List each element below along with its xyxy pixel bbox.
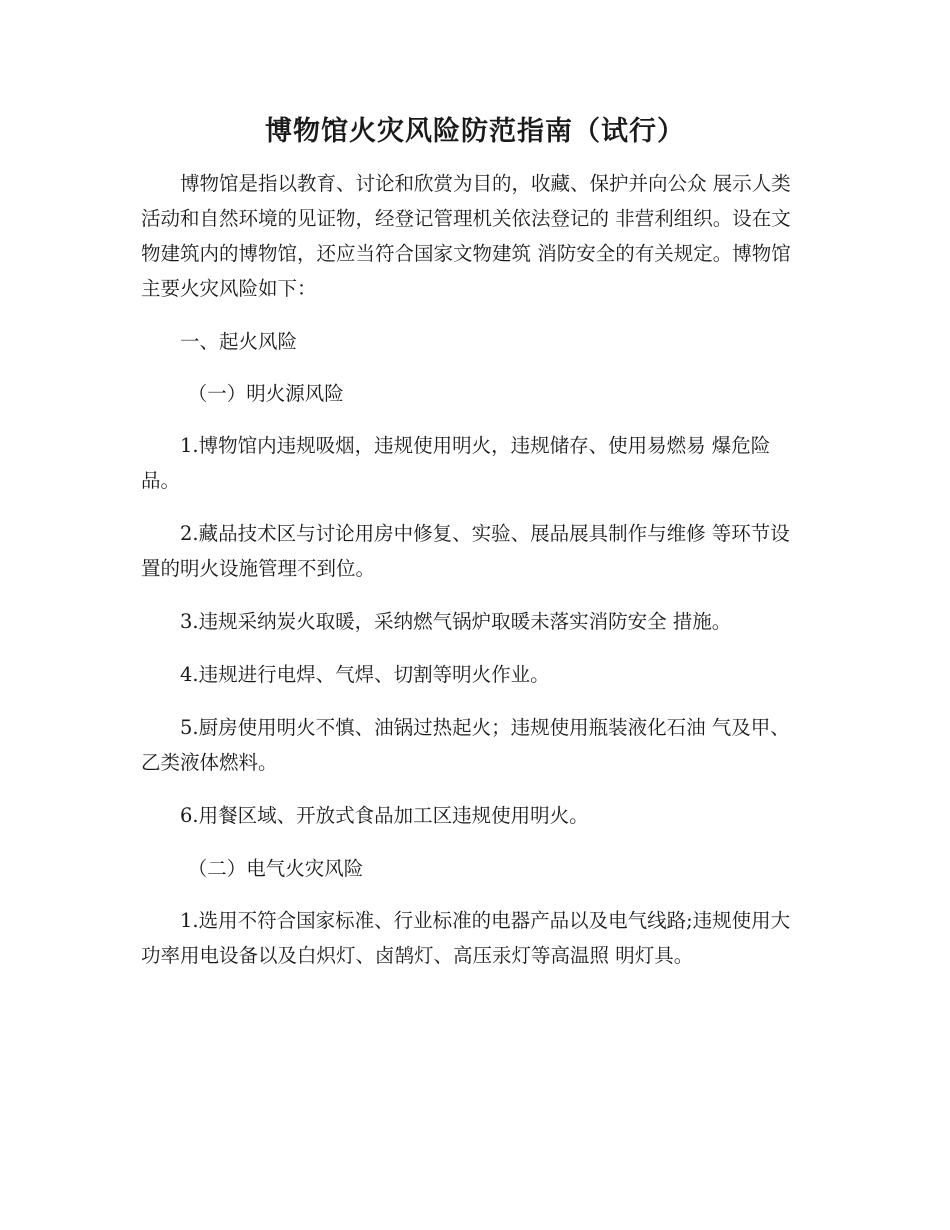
list-item: 3.违规采纳炭火取暖，采纳燃气锅炉取暖未落实消防安全 措施。 <box>180 610 732 633</box>
section-heading-fire-origin: 一、起火风险 <box>180 330 298 353</box>
list-item: 1.博物馆内违规吸烟，违规使用明火，违规储存、使用易燃易 爆危险品。 <box>141 434 771 492</box>
list-item: 5.厨房使用明火不慎、油锅过热起火；违规使用瓶装液化石油 气及甲、乙类液体燃料。 <box>141 716 790 774</box>
list-item: 2.藏品技术区与讨论用房中修复、实验、展品展具制作与维修 等环节设置的明火设施管理不到位。 <box>141 522 790 580</box>
subsection-heading-electrical: （二）电气火灾风险 <box>187 857 364 880</box>
list-item: 4.违规进行电焊、气焊、切割等明火作业。 <box>180 663 550 686</box>
subsection-heading-open-flame: （一）明火源风险 <box>187 382 344 405</box>
list-item: 6.用餐区域、开放式食品加工区违规使用明火。 <box>180 804 589 827</box>
intro-paragraph: 博物馆是指以教育、讨论和欣赏为目的，收藏、保护并向公众 展示人类活动和自然环境的见证物，经登记管理机关依法登记的 非营利组织。设在文物建筑内的博物馆，还应当符合国家文物建筑 消防安全的有关规定。博物馆主要火灾风险如下： <box>141 172 791 300</box>
document-title: 博物馆火灾风险防范指南（试行） <box>265 116 685 147</box>
list-item: 1.选用不符合国家标准、行业标准的电器产品以及电气线路;违规使用大功率用电设备以及白炽灯、卤鹄灯、高压汞灯等高温照 明灯具。 <box>141 909 791 967</box>
document-body <box>141 166 806 991</box>
